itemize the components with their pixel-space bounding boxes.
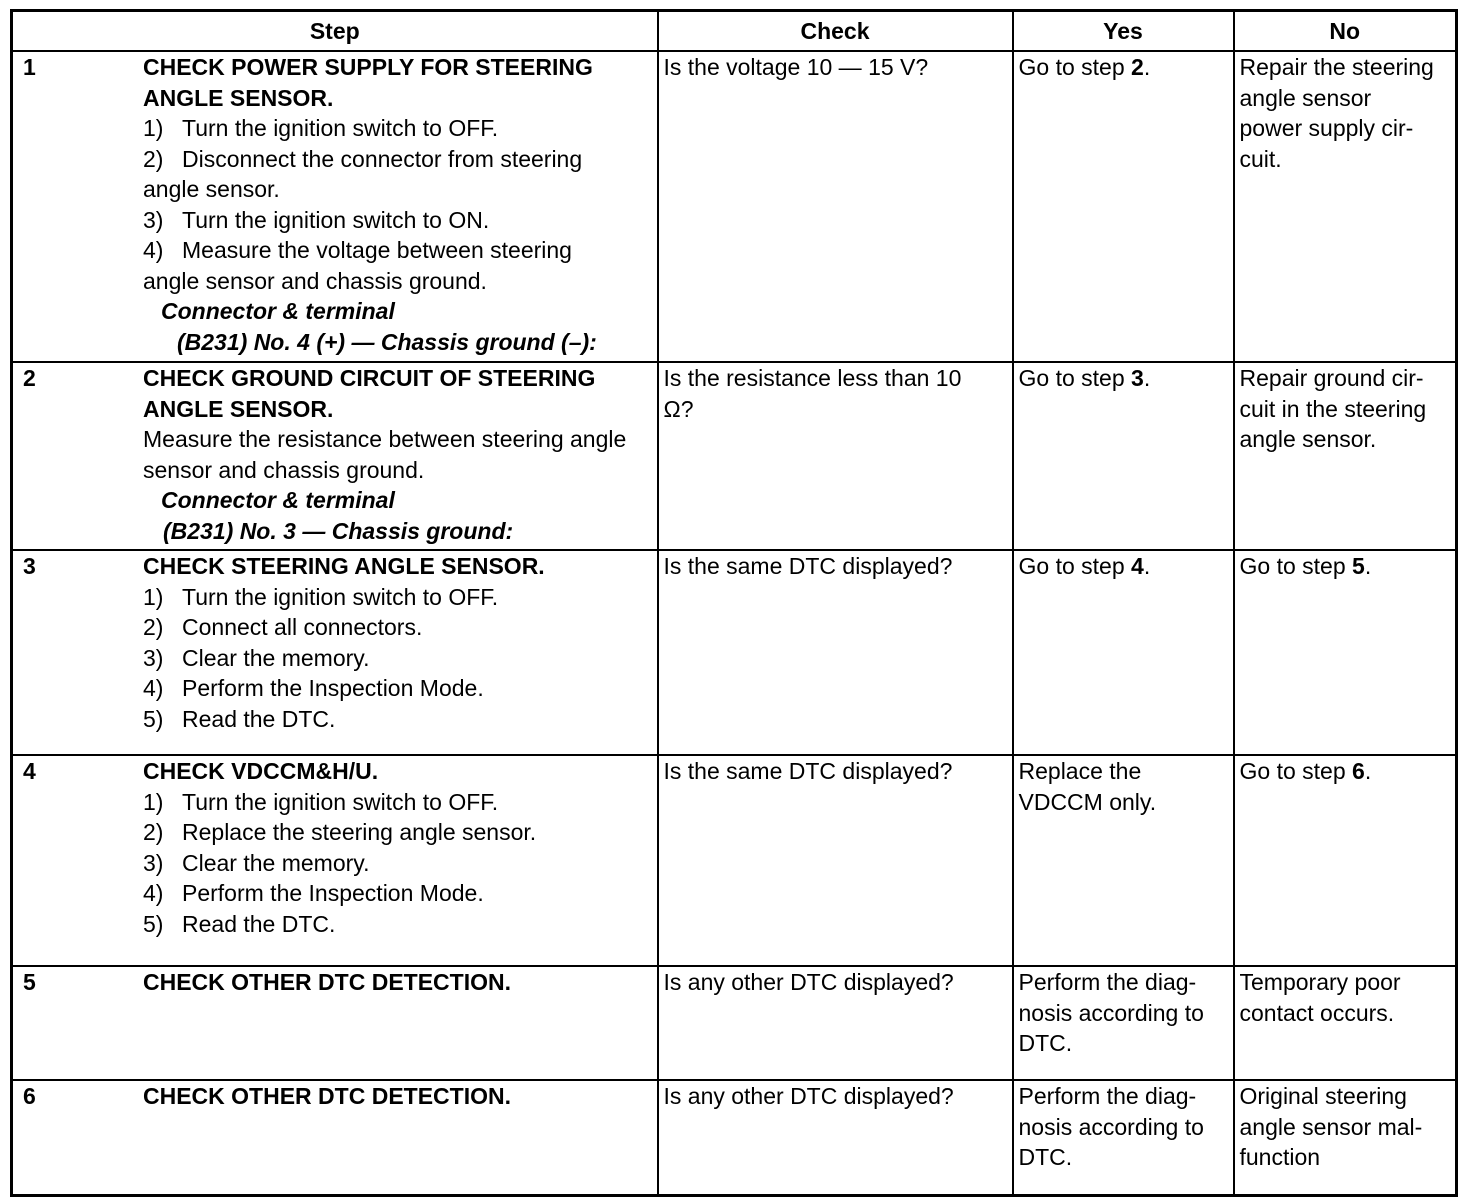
step-title-cont: ANGLE SENSOR. xyxy=(143,84,334,111)
header-no: No xyxy=(1234,11,1457,52)
no-cell: Go to step 6. xyxy=(1234,755,1457,966)
list-item: 5) Read the DTC. xyxy=(143,705,336,732)
connector-label: Connector & terminal xyxy=(161,487,395,513)
step-number: 5 xyxy=(23,969,36,995)
list-item: 1) Turn the ignition switch to OFF. xyxy=(143,788,499,815)
no-cell: Repair ground cir- cuit in the steering angle sensor. xyxy=(1234,362,1457,550)
step-cell xyxy=(12,1080,658,1195)
step-number: 1 xyxy=(23,54,36,80)
yes-cell: Replace the VDCCM only. xyxy=(1013,755,1234,966)
list-item: 3) Turn the ignition switch to ON. xyxy=(143,206,490,233)
step-cell xyxy=(12,966,658,1080)
check-cell: Is the same DTC displayed? xyxy=(658,755,1013,966)
step-title: CHECK GROUND CIRCUIT OF STEERING xyxy=(143,365,596,391)
list-item: 4) Perform the Inspection Mode. xyxy=(143,675,484,701)
list-item: 5) Read the DTC. xyxy=(143,910,336,937)
table-row xyxy=(12,755,1457,966)
step-title: CHECK VDCCM&H/U. xyxy=(143,758,379,784)
step-number: 4 xyxy=(23,758,36,784)
list-item-cont: angle sensor. xyxy=(143,176,280,202)
no-cell: Go to step 5. xyxy=(1234,550,1457,755)
no-cell: Temporary poor contact occurs. xyxy=(1234,966,1457,1080)
check-cell: Is any other DTC displayed? xyxy=(658,1080,1013,1195)
step-cell xyxy=(12,755,658,966)
table-header-row xyxy=(12,11,1457,52)
list-item: 3) Clear the memory. xyxy=(143,644,370,671)
list-item: 2) Disconnect the connector from steering xyxy=(143,145,583,172)
yes-cell: Perform the diag- nosis according to DTC. xyxy=(1013,1080,1234,1195)
check-cell: Is the voltage 10 — 15 V? xyxy=(658,51,1013,362)
connector-label: Connector & terminal xyxy=(161,298,395,324)
list-item: 2) Connect all connectors. xyxy=(143,614,423,640)
step-title: CHECK OTHER DTC DETECTION. xyxy=(143,1083,511,1109)
check-cell: Is the resistance less than 10 Ω? xyxy=(658,362,1013,550)
header-check: Check xyxy=(658,11,1013,52)
step-cell xyxy=(12,362,658,550)
yes-cell: Perform the diag- nosis according to DTC. xyxy=(1013,966,1234,1080)
diagnostic-procedure-table xyxy=(10,9,1458,1197)
step-cell xyxy=(12,550,658,755)
list-item-cont: angle sensor and chassis ground. xyxy=(143,267,487,294)
header-step: Step xyxy=(12,11,658,52)
yes-cell: Go to step 4. xyxy=(1013,550,1234,755)
list-item: 4) Measure the voltage between steering xyxy=(143,237,572,263)
step-text-cont: sensor and chassis ground. xyxy=(143,456,425,483)
step-title-cont: ANGLE SENSOR. xyxy=(143,395,334,422)
step-title: CHECK STEERING ANGLE SENSOR. xyxy=(143,553,545,579)
step-title: CHECK OTHER DTC DETECTION. xyxy=(143,969,511,995)
header-yes: Yes xyxy=(1013,11,1234,52)
table-row xyxy=(12,51,1457,362)
yes-cell: Go to step 2. xyxy=(1013,51,1234,362)
table-row xyxy=(12,362,1457,550)
no-cell: Repair the steering angle sensor power supply cir- cuit. xyxy=(1234,51,1457,362)
list-item: 1) Turn the ignition switch to OFF. xyxy=(143,115,499,141)
check-cell: Is any other DTC displayed? xyxy=(658,966,1013,1080)
step-number: 6 xyxy=(23,1083,36,1109)
list-item: 2) Replace the steering angle sensor. xyxy=(143,819,537,845)
yes-cell: Go to step 3. xyxy=(1013,362,1234,550)
no-cell: Original steering angle sensor mal- function xyxy=(1234,1080,1457,1195)
step-cell xyxy=(12,51,658,362)
list-item: 4) Perform the Inspection Mode. xyxy=(143,880,484,906)
step-title: CHECK POWER SUPPLY FOR STEERING xyxy=(143,54,593,80)
connector-terminal: (B231) No. 3 — Chassis ground: xyxy=(163,517,514,544)
list-item: 1) Turn the ignition switch to OFF. xyxy=(143,583,499,610)
connector-terminal: (B231) No. 4 (+) — Chassis ground (–): xyxy=(177,328,597,355)
check-cell: Is the same DTC displayed? xyxy=(658,550,1013,755)
step-number: 3 xyxy=(23,553,36,579)
step-text: Measure the resistance between steering angle xyxy=(143,426,627,452)
table-row xyxy=(12,550,1457,755)
list-item: 3) Clear the memory. xyxy=(143,849,370,876)
table-row xyxy=(12,966,1457,1080)
step-number: 2 xyxy=(23,365,36,391)
table-row xyxy=(12,1080,1457,1195)
